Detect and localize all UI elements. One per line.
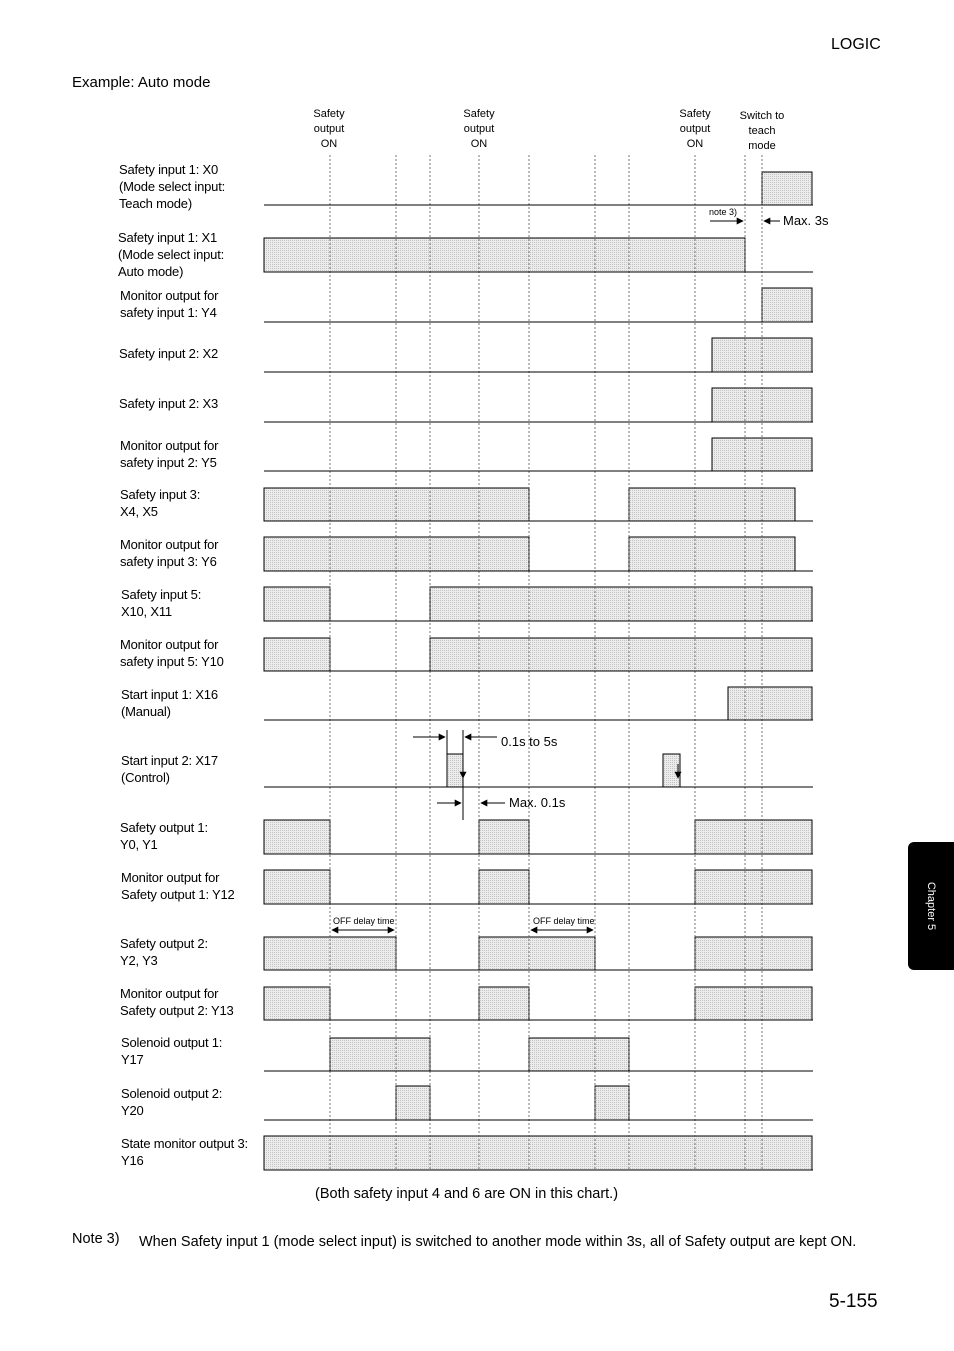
signal-label-line: Monitor output for <box>120 438 219 453</box>
signal-on-pulse <box>264 537 529 571</box>
signal-label <box>121 1135 248 1169</box>
signal-on-pulse <box>264 820 330 854</box>
chart-caption: (Both safety input 4 and 6 are ON in this chart.) <box>315 1186 619 1202</box>
signal-label-line: (Mode select input: <box>118 247 225 262</box>
signal-on-pulse <box>264 488 529 521</box>
signal-label <box>121 752 218 786</box>
signal-on-pulse <box>264 1136 812 1170</box>
signal-label-line: safety input 2: Y5 <box>120 455 217 470</box>
signal-on-pulse <box>264 937 396 970</box>
signal-label-line: Y16 <box>121 1153 144 1168</box>
pulse-range-label: 0.1s to 5s <box>501 734 558 749</box>
signal-on-pulse <box>264 238 745 272</box>
signal-label-line: Safety output 2: <box>120 936 208 951</box>
signal-label <box>120 636 224 670</box>
signal-label-line: (Mode select input: <box>119 179 226 194</box>
signal-on-pulse <box>629 488 795 521</box>
signal-label-line: (Manual) <box>121 704 171 719</box>
off-delay-label-2: OFF delay time <box>533 916 595 926</box>
signal-label <box>119 161 225 212</box>
signal-label-line: X4, X5 <box>120 504 158 519</box>
signal-label-line: X10, X11 <box>121 604 172 619</box>
signal-label-line: Safety input 1: X1 <box>118 230 218 245</box>
signal-label-line: State monitor output 3: <box>121 1136 248 1151</box>
signal-on-pulse <box>479 870 529 904</box>
signal-label <box>120 437 218 471</box>
column-label-1: Safety output ON <box>313 108 345 150</box>
signal-label <box>121 869 235 903</box>
page-number: 5-155 <box>829 1291 878 1312</box>
signal-label-line: Solenoid output 1: <box>121 1035 223 1050</box>
max-3s-label: Max. 3s <box>783 213 829 228</box>
signal-on-pulse <box>695 987 812 1020</box>
signal-label-line: Solenoid output 2: <box>121 1086 223 1101</box>
signal-label <box>120 819 208 853</box>
signal-label-line: Safety input 1: X0 <box>119 162 219 177</box>
signal-label <box>119 345 218 362</box>
signal-on-pulse <box>595 1086 629 1120</box>
signal-label-line: Monitor output for <box>120 537 219 552</box>
signal-label <box>121 686 218 720</box>
signal-on-pulse <box>447 754 463 787</box>
signal-on-pulse <box>529 1038 629 1071</box>
note3-tag: note 3) <box>709 207 738 217</box>
note-text: When Safety input 1 (mode select input) is switched to another mode within 3s, all of Safety output are kept ON. <box>139 1234 857 1250</box>
column-label-4: Switch to teach mode <box>739 110 785 152</box>
signal-label <box>120 486 200 520</box>
signal-label <box>118 229 224 280</box>
signal-on-pulse <box>396 1086 430 1120</box>
column-label-3: Safety output ON <box>679 108 711 150</box>
signal-label-line: Y20 <box>121 1103 144 1118</box>
column-label-2: Safety output ON <box>463 108 495 150</box>
signal-label-line: Start input 2: X17 <box>121 753 218 768</box>
signal-label-line: Safety input 2: X3 <box>119 396 219 411</box>
signal-on-pulse <box>479 987 529 1020</box>
signal-label-line: (Control) <box>121 770 170 785</box>
signal-on-pulse <box>762 288 812 322</box>
signal-label <box>120 985 234 1019</box>
signal-label-line: Auto mode) <box>118 264 184 279</box>
signal-label <box>120 935 208 969</box>
signal-label-line: Safety output 1: Y12 <box>121 887 235 902</box>
signal-label <box>120 287 218 321</box>
signal-on-pulse <box>330 1038 430 1071</box>
max-01s-label: Max. 0.1s <box>509 795 566 810</box>
signal-label-line: Safety input 2: X2 <box>119 346 219 361</box>
signal-on-pulse <box>264 987 330 1020</box>
signal-on-pulse <box>663 754 680 787</box>
signal-on-pulse <box>762 172 812 205</box>
signal-on-pulse <box>430 638 812 671</box>
signal-on-pulse <box>264 638 330 671</box>
signal-label-line: safety input 5: Y10 <box>120 654 224 669</box>
section-title: LOGIC <box>831 36 881 53</box>
signal-label-line: Safety output 2: Y13 <box>120 1003 234 1018</box>
signal-on-pulse <box>479 820 529 854</box>
signal-label-line: safety input 1: Y4 <box>120 305 217 320</box>
signal-on-pulse <box>712 438 812 471</box>
signal-label-line: Y2, Y3 <box>120 953 158 968</box>
signal-label <box>121 1034 222 1068</box>
signal-label-line: Monitor output for <box>121 870 220 885</box>
signal-label <box>120 536 218 570</box>
chapter-tab-label: Chapter 5 <box>925 881 937 931</box>
signal-label <box>121 586 201 620</box>
signal-label-line: Start input 1: X16 <box>121 687 218 702</box>
signal-label-line: Y0, Y1 <box>120 837 158 852</box>
signal-on-pulse <box>728 687 812 720</box>
signal-label <box>121 1085 222 1119</box>
signal-label-line: Safety output 1: <box>120 820 208 835</box>
note-number: Note 3) <box>72 1231 120 1247</box>
signal-on-pulse <box>695 937 812 970</box>
off-delay-label-1: OFF delay time <box>333 916 395 926</box>
signal-on-pulse <box>264 870 330 904</box>
signal-on-pulse <box>695 820 812 854</box>
signal-label-line: safety input 3: Y6 <box>120 554 217 569</box>
example-title: Example: Auto mode <box>72 74 211 91</box>
signal-on-pulse <box>430 587 812 621</box>
chapter-tab[interactable] <box>908 842 954 970</box>
signal-label-line: Monitor output for <box>120 986 219 1001</box>
signal-label-line: Teach mode) <box>119 196 192 211</box>
signal-on-pulse <box>479 937 595 970</box>
signal-label-line: Monitor output for <box>120 637 219 652</box>
signal-label-line: Safety input 3: <box>120 487 201 502</box>
signal-label-line: Y17 <box>121 1052 144 1067</box>
signal-on-pulse <box>695 870 812 904</box>
signal-on-pulse <box>264 587 330 621</box>
signal-label-line: Monitor output for <box>120 288 219 303</box>
signal-on-pulse <box>629 537 795 571</box>
signal-label <box>119 395 218 412</box>
signal-label-line: Safety input 5: <box>121 587 202 602</box>
